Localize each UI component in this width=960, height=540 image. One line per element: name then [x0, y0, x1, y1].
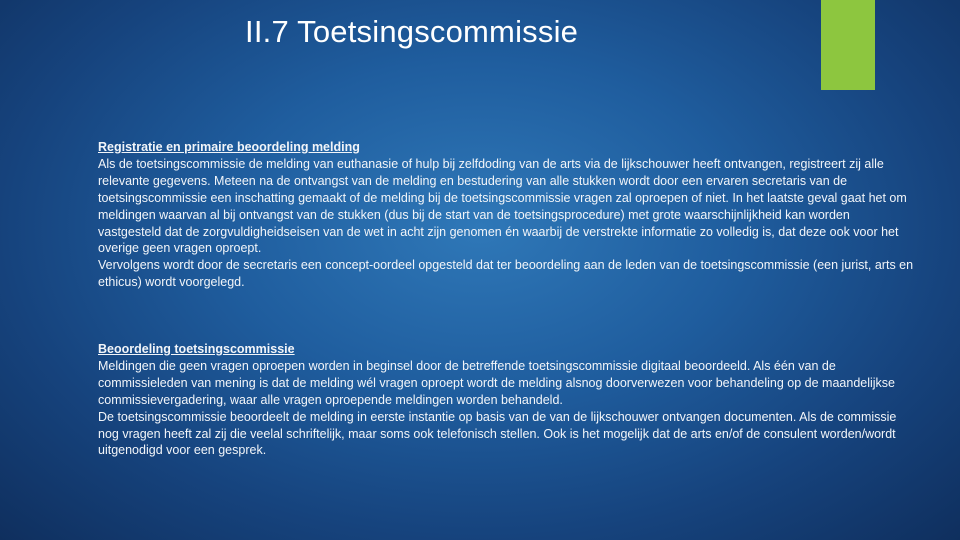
- section-beoordeling: [98, 341, 916, 459]
- section-paragraph: Meldingen die geen vragen oproepen worden in beginsel door de betreffende toetsingscommissie digitaal beoordeeld. Als één van de commissieleden van mening is dat de melding wél vragen oproept wordt de melding alsnog doorverwezen voor behandeling op de maandelijkse commissievergadering, waar alle vragen oproepende meldingen worden behandeld.: [98, 358, 896, 407]
- accent-bar: [821, 0, 875, 90]
- section-paragraph: De toetsingscommissie beoordeelt de melding in eerste instantie op basis van de van de lijkschouwer ontvangen documenten. Als de commissie nog vragen heeft zal zij die veelal schriftelijk, maar soms ook telefonisch stellen. Ook is het mogelijk dat de arts en/of de consulent worden/wordt uitgenodigd voor een gesprek.: [98, 409, 897, 458]
- slide-title: II.7 Toetsingscommissie: [245, 14, 579, 49]
- section-paragraph: Vervolgens wordt door de secretaris een concept-oordeel opgesteld dat ter beoordeling aan de leden van de toetsingscommissie (een jurist, arts en ethicus) wordt voorgelegd.: [98, 258, 914, 290]
- section-heading: Registratie en primaire beoordeling melding: [98, 140, 360, 154]
- section-heading: Beoordeling toetsingscommissie: [98, 342, 295, 356]
- section-paragraph: Als de toetsingscommissie de melding van euthanasie of hulp bij zelfdoding van de arts via de lijkschouwer heeft ontvangen, registreert zij alle relevante gegevens. Meteen na de ontvangst van de melding en bestudering van alle stukken wordt door een ervaren secretaris van de toetsingscommissie een inschatting gemaakt of de melding bij de toetsingscommissie vragen zal oproepen of niet. In het laatste geval gaat het om meldingen waarvan al bij ontvangst van de stukken (dus bij de start van de toetsingsprocedure) met grote waarschijnlijkheid kan worden vastgesteld dat de zorgvuldigheidseisen van de wet in acht zijn genomen én waarbij de verstrekte informatie zo volledig is, dat deze ook voor het overige geen vragen oproept.: [98, 156, 907, 256]
- section-registratie: [98, 139, 916, 291]
